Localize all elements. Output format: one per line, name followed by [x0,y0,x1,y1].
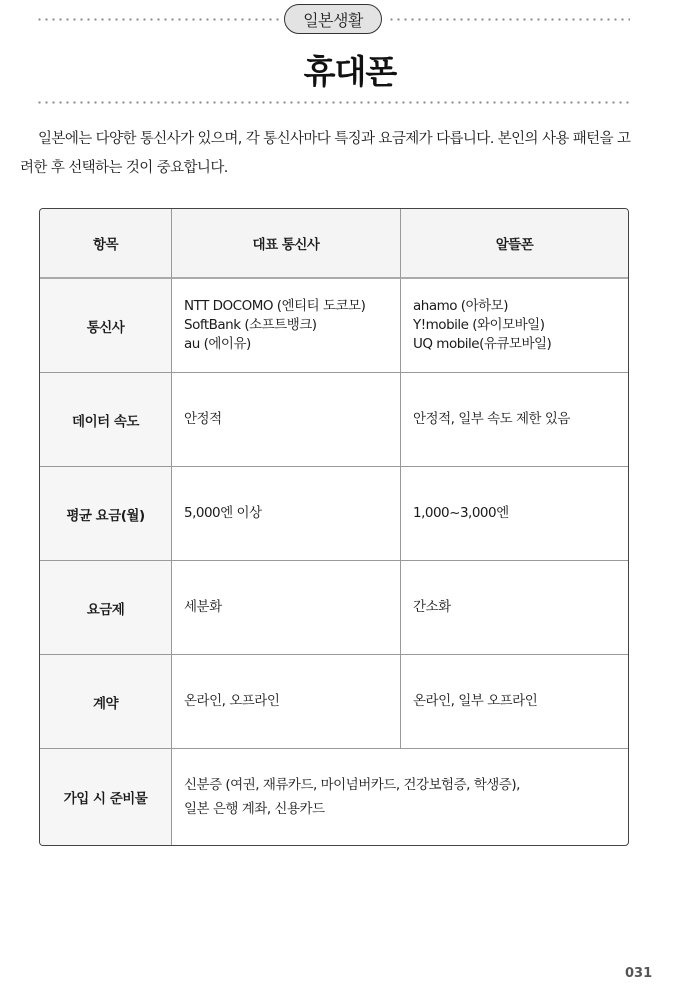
header-major-carrier: 대표 통신사 [172,209,401,279]
cell-line: SoftBank (소프트뱅크) [184,317,317,333]
header-budget-carrier: 알뜰폰 [401,209,628,279]
cell-line: NTT DOCOMO (엔티티 도코모) [184,298,366,314]
header-item: 항목 [40,209,172,279]
table-header-row [40,209,628,279]
cell-line: 신분증 (여권, 재류카드, 마이넘버카드, 건강보험증, 학생증), [184,777,520,793]
page-number: 031 [625,966,653,981]
table-row [40,749,628,845]
major-carrier-cell: 세분화 [172,561,401,655]
cell-line: ahamo (아하모) [413,298,508,314]
section-tag [284,4,382,34]
major-carrier-cell [172,279,401,373]
row-label: 평균 요금(월) [40,467,172,561]
major-carrier-cell: 안정적 [172,373,401,467]
budget-carrier-cell: 1,000~3,000엔 [401,467,628,561]
cell-line: au (에이유) [184,336,251,352]
table-row [40,373,628,467]
comparison-table [39,208,629,846]
cell-line: UQ mobile(유큐모바일) [413,336,552,352]
page-title: 휴대폰 [303,52,397,91]
dotted-divider-bottom [36,101,630,104]
table-row [40,279,628,373]
cell-line: 일본 은행 계좌, 신용카드 [184,801,325,817]
row-label: 계약 [40,655,172,749]
table-row [40,561,628,655]
budget-carrier-cell: 온라인, 일부 오프라인 [401,655,628,749]
major-carrier-cell: 온라인, 오프라인 [172,655,401,749]
row-label: 가입 시 준비물 [40,749,172,845]
cell-line: Y!mobile (와이모바일) [413,317,545,333]
row-label: 데이터 속도 [40,373,172,467]
table-row [40,655,628,749]
row-label: 통신사 [40,279,172,373]
row-label: 요금제 [40,561,172,655]
budget-carrier-cell [401,279,628,373]
intro-paragraph: 일본에는 다양한 통신사가 있으며, 각 통신사마다 특징과 요금제가 다릅니다. 본인의 사용 패턴을 고려한 후 선택하는 것이 중요합니다. [20,131,631,176]
budget-carrier-cell: 안정적, 일부 속도 제한 있음 [401,373,628,467]
merged-requirements-cell [172,749,628,845]
table-row [40,467,628,561]
dotted-divider-top-right [388,18,630,21]
major-carrier-cell: 5,000엔 이상 [172,467,401,561]
section-tag-label: 일본생활 [303,10,363,30]
dotted-divider-top-left [36,18,282,21]
budget-carrier-cell: 간소화 [401,561,628,655]
